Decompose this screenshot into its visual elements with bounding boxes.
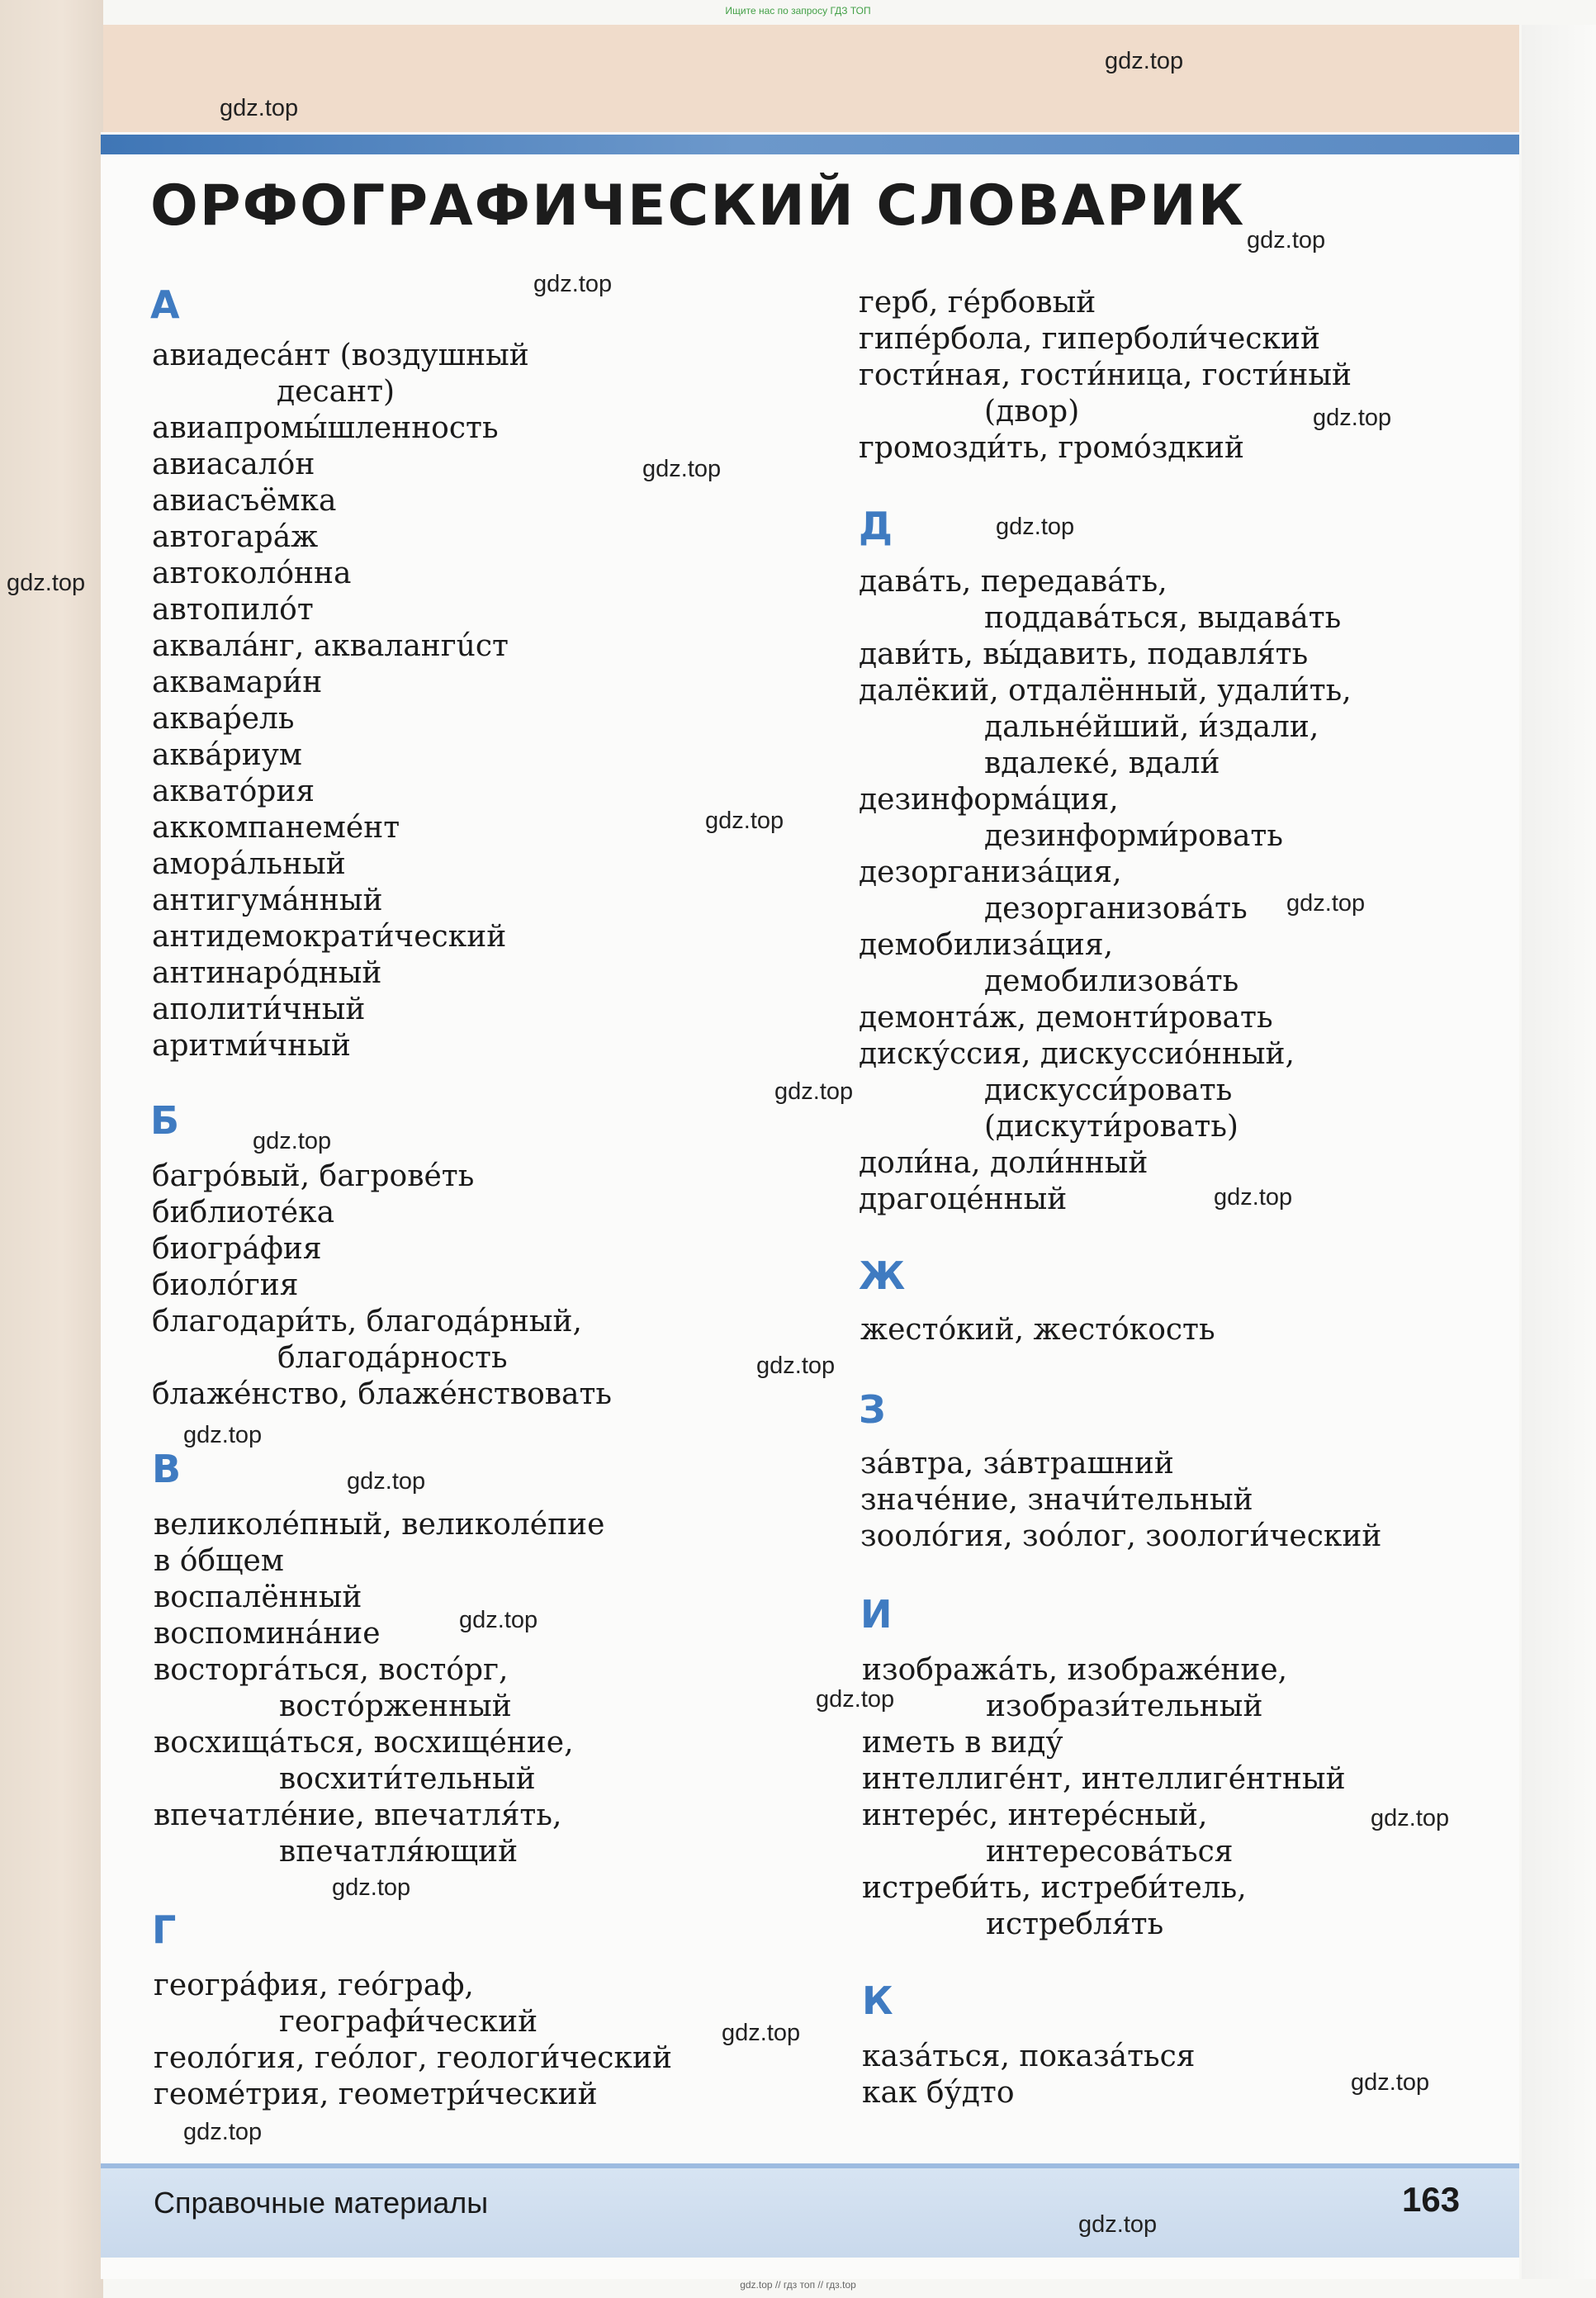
entry-line: воспомина́ние bbox=[154, 1617, 381, 1651]
entry-line: за́втра, за́втрашний bbox=[860, 1447, 1174, 1481]
entry-line: иметь в виду́ bbox=[862, 1726, 1063, 1760]
watermark: gdz.top bbox=[816, 1686, 895, 1713]
entry-line: дезинформи́ровать bbox=[984, 819, 1283, 853]
watermark: gdz.top bbox=[7, 570, 86, 596]
section-letter-b: Б bbox=[150, 1098, 180, 1143]
section-letter-a: А bbox=[150, 282, 180, 327]
entry-line: в о́бщем bbox=[154, 1544, 284, 1578]
watermark: gdz.top bbox=[1286, 890, 1366, 917]
entry-line: интеллиге́нт, интеллиге́нтный bbox=[862, 1762, 1346, 1796]
top-note: Ищите нас по запросу ГДЗ ТОП bbox=[725, 5, 871, 17]
entry-line: аквала́нг, аквалангúст bbox=[152, 629, 509, 663]
entry-line: гипе́рбола, гиперболи́ческий bbox=[859, 322, 1320, 356]
entry-line: дезорганизова́ть bbox=[984, 892, 1248, 926]
entry-line: аква́риум bbox=[152, 738, 302, 772]
watermark: gdz.top bbox=[1105, 48, 1184, 74]
entry-line: как бу́дто bbox=[862, 2076, 1015, 2110]
watermark: gdz.top bbox=[332, 1874, 411, 1901]
entry-line: авиасъёмка bbox=[152, 484, 337, 518]
entry-line: антидемократи́ческий bbox=[152, 920, 507, 954]
watermark: gdz.top bbox=[459, 1607, 538, 1633]
entry-line: (дискути́ровать) bbox=[984, 1110, 1238, 1144]
watermark: gdz.top bbox=[183, 2119, 263, 2145]
entry-line: впечатле́ние, впечатля́ть, bbox=[154, 1798, 562, 1832]
entry-line: автопило́т bbox=[152, 593, 314, 627]
entry-line: амора́льный bbox=[152, 847, 346, 881]
entry-line: интере́с, интере́сный, bbox=[862, 1798, 1208, 1832]
watermark: gdz.top bbox=[756, 1353, 836, 1379]
watermark: gdz.top bbox=[1371, 1805, 1450, 1831]
watermark: gdz.top bbox=[1313, 405, 1392, 431]
watermark: gdz.top bbox=[1351, 2069, 1430, 2096]
entry-line: дезинформа́ция, bbox=[859, 783, 1119, 817]
section-letter-i: И bbox=[860, 1592, 893, 1637]
entry-line: истреби́ть, истреби́тель, bbox=[862, 1871, 1247, 1905]
entry-line: библиоте́ка bbox=[152, 1196, 335, 1230]
entry-line: геогра́фия, гео́граф, bbox=[154, 1969, 474, 2002]
entry-line: дальне́йший, и́здали, bbox=[984, 710, 1319, 744]
entry-line: демонта́ж, демонти́ровать bbox=[859, 1001, 1273, 1035]
entry-line: демобилизова́ть bbox=[984, 964, 1239, 998]
top-color-band bbox=[101, 135, 1519, 154]
entry-line: великоле́пный, великоле́пие bbox=[154, 1508, 605, 1542]
entry-line: вдалеке́, вдали́ bbox=[984, 746, 1220, 780]
entry-line: аквамари́н bbox=[152, 666, 323, 699]
entry-line: аккомпанеме́нт bbox=[152, 811, 400, 845]
entry-line: восторга́ться, восто́рг, bbox=[154, 1653, 509, 1687]
entry-line: драгоце́нный bbox=[859, 1182, 1068, 1216]
entry-line: доли́на, доли́нный bbox=[859, 1146, 1148, 1180]
entry-line: дави́ть, вы́давить, подавля́ть bbox=[859, 637, 1309, 671]
section-letter-zh: Ж bbox=[859, 1253, 906, 1298]
entry-line: воспалённый bbox=[154, 1580, 362, 1614]
entry-line: значе́ние, значи́тельный bbox=[860, 1483, 1253, 1517]
section-letter-z: З bbox=[859, 1387, 886, 1432]
entry-line: жесто́кий, жесто́кость bbox=[860, 1313, 1215, 1347]
entry-line: восто́рженный bbox=[279, 1689, 512, 1723]
entry-line: антинаро́дный bbox=[152, 956, 382, 990]
watermark: gdz.top bbox=[253, 1128, 332, 1154]
watermark: gdz.top bbox=[533, 271, 613, 297]
watermark: gdz.top bbox=[722, 2020, 801, 2046]
entry-line: благодари́ть, благода́рный, bbox=[152, 1305, 582, 1339]
section-letter-k: К bbox=[862, 1978, 893, 2023]
entry-line: поддава́ться, выдава́ть bbox=[984, 601, 1342, 635]
entry-line: автоколо́нна bbox=[152, 557, 352, 590]
entry-line: багро́вый, багрове́ть bbox=[152, 1159, 475, 1193]
entry-line: дискусси́ровать bbox=[984, 1073, 1233, 1107]
scan-background-top bbox=[25, 25, 1519, 140]
entry-line: аквато́рия bbox=[152, 775, 315, 808]
watermark: gdz.top bbox=[705, 808, 784, 834]
entry-line: биогра́фия bbox=[152, 1232, 322, 1266]
entry-line: геоме́трия, геометри́ческий bbox=[154, 2078, 598, 2111]
watermark: gdz.top bbox=[347, 1468, 426, 1495]
entry-line: блаже́нство, блаже́нствовать bbox=[152, 1377, 613, 1411]
footer-label: Справочные материалы bbox=[154, 2186, 489, 2220]
entry-line: географи́ческий bbox=[279, 2005, 538, 2039]
entry-line: демобилиза́ция, bbox=[859, 928, 1114, 962]
entry-line: аритми́чный bbox=[152, 1029, 351, 1063]
entry-line: восхища́ться, восхище́ние, bbox=[154, 1726, 574, 1760]
entry-line: автогара́ж bbox=[152, 520, 319, 554]
entry-line: десант) bbox=[277, 375, 395, 409]
entry-line: интересова́ться bbox=[986, 1835, 1234, 1869]
watermark: gdz.top bbox=[642, 456, 722, 482]
entry-line: авиасало́н bbox=[152, 448, 315, 481]
entry-line: диску́ссия, дискуссио́нный, bbox=[859, 1037, 1295, 1071]
section-letter-g: Г bbox=[152, 1907, 177, 1952]
entry-line: геоло́гия, гео́лог, геологи́ческий bbox=[154, 2041, 672, 2075]
scan-background-left bbox=[0, 0, 103, 2298]
scan-background-right bbox=[1522, 25, 1596, 2279]
entry-line: гости́ная, гости́ница, гости́ный bbox=[859, 358, 1352, 392]
section-letter-d: Д bbox=[859, 504, 893, 548]
entry-line: восхити́тельный bbox=[279, 1762, 536, 1796]
watermark: gdz.top bbox=[220, 95, 299, 121]
watermark: gdz.top bbox=[774, 1078, 854, 1105]
entry-line: авиапромы́шленность bbox=[152, 411, 499, 445]
entry-line: громозди́ть, громо́здкий bbox=[859, 431, 1244, 465]
watermark: gdz.top bbox=[1247, 227, 1326, 253]
entry-line: впечатля́ющий bbox=[279, 1835, 519, 1869]
entry-line: биоло́гия bbox=[152, 1268, 299, 1302]
entry-line: изобрази́тельный bbox=[986, 1689, 1263, 1723]
entry-line: истребля́ть bbox=[986, 1907, 1164, 1941]
entry-line: благода́рность bbox=[277, 1341, 508, 1375]
entry-line: аполити́чный bbox=[152, 993, 366, 1026]
entry-line: антигума́нный bbox=[152, 884, 383, 917]
entry-line: аквар́ель bbox=[152, 702, 295, 736]
watermark: gdz.top bbox=[1078, 2211, 1158, 2238]
bottom-note: gdz.top // гдз топ // гдз.top bbox=[740, 2279, 856, 2291]
section-letter-v: В bbox=[152, 1447, 182, 1491]
watermark: gdz.top bbox=[996, 514, 1075, 540]
watermark: gdz.top bbox=[183, 1422, 263, 1448]
entry-line: дезорганиза́ция, bbox=[859, 855, 1122, 889]
page-title: ОРФОГРАФИЧЕСКИЙ СЛОВАРИК bbox=[150, 173, 1246, 239]
watermark: gdz.top bbox=[1214, 1184, 1293, 1211]
entry-line: далёкий, отдалённый, удали́ть, bbox=[859, 674, 1352, 708]
entry-line: дава́ть, передава́ть, bbox=[859, 565, 1167, 599]
entry-line: авиадеса́нт (воздушный bbox=[152, 339, 529, 372]
entry-line: зооло́гия, зоо́лог, зоологи́ческий bbox=[860, 1519, 1382, 1553]
page-number: 163 bbox=[1402, 2180, 1461, 2219]
entry-line: герб, ге́рбовый bbox=[859, 286, 1096, 320]
entry-line: каза́ться, показа́ться bbox=[862, 2040, 1196, 2073]
entry-line: (двор) bbox=[984, 395, 1080, 429]
entry-line: изобража́ть, изображе́ние, bbox=[862, 1653, 1288, 1687]
